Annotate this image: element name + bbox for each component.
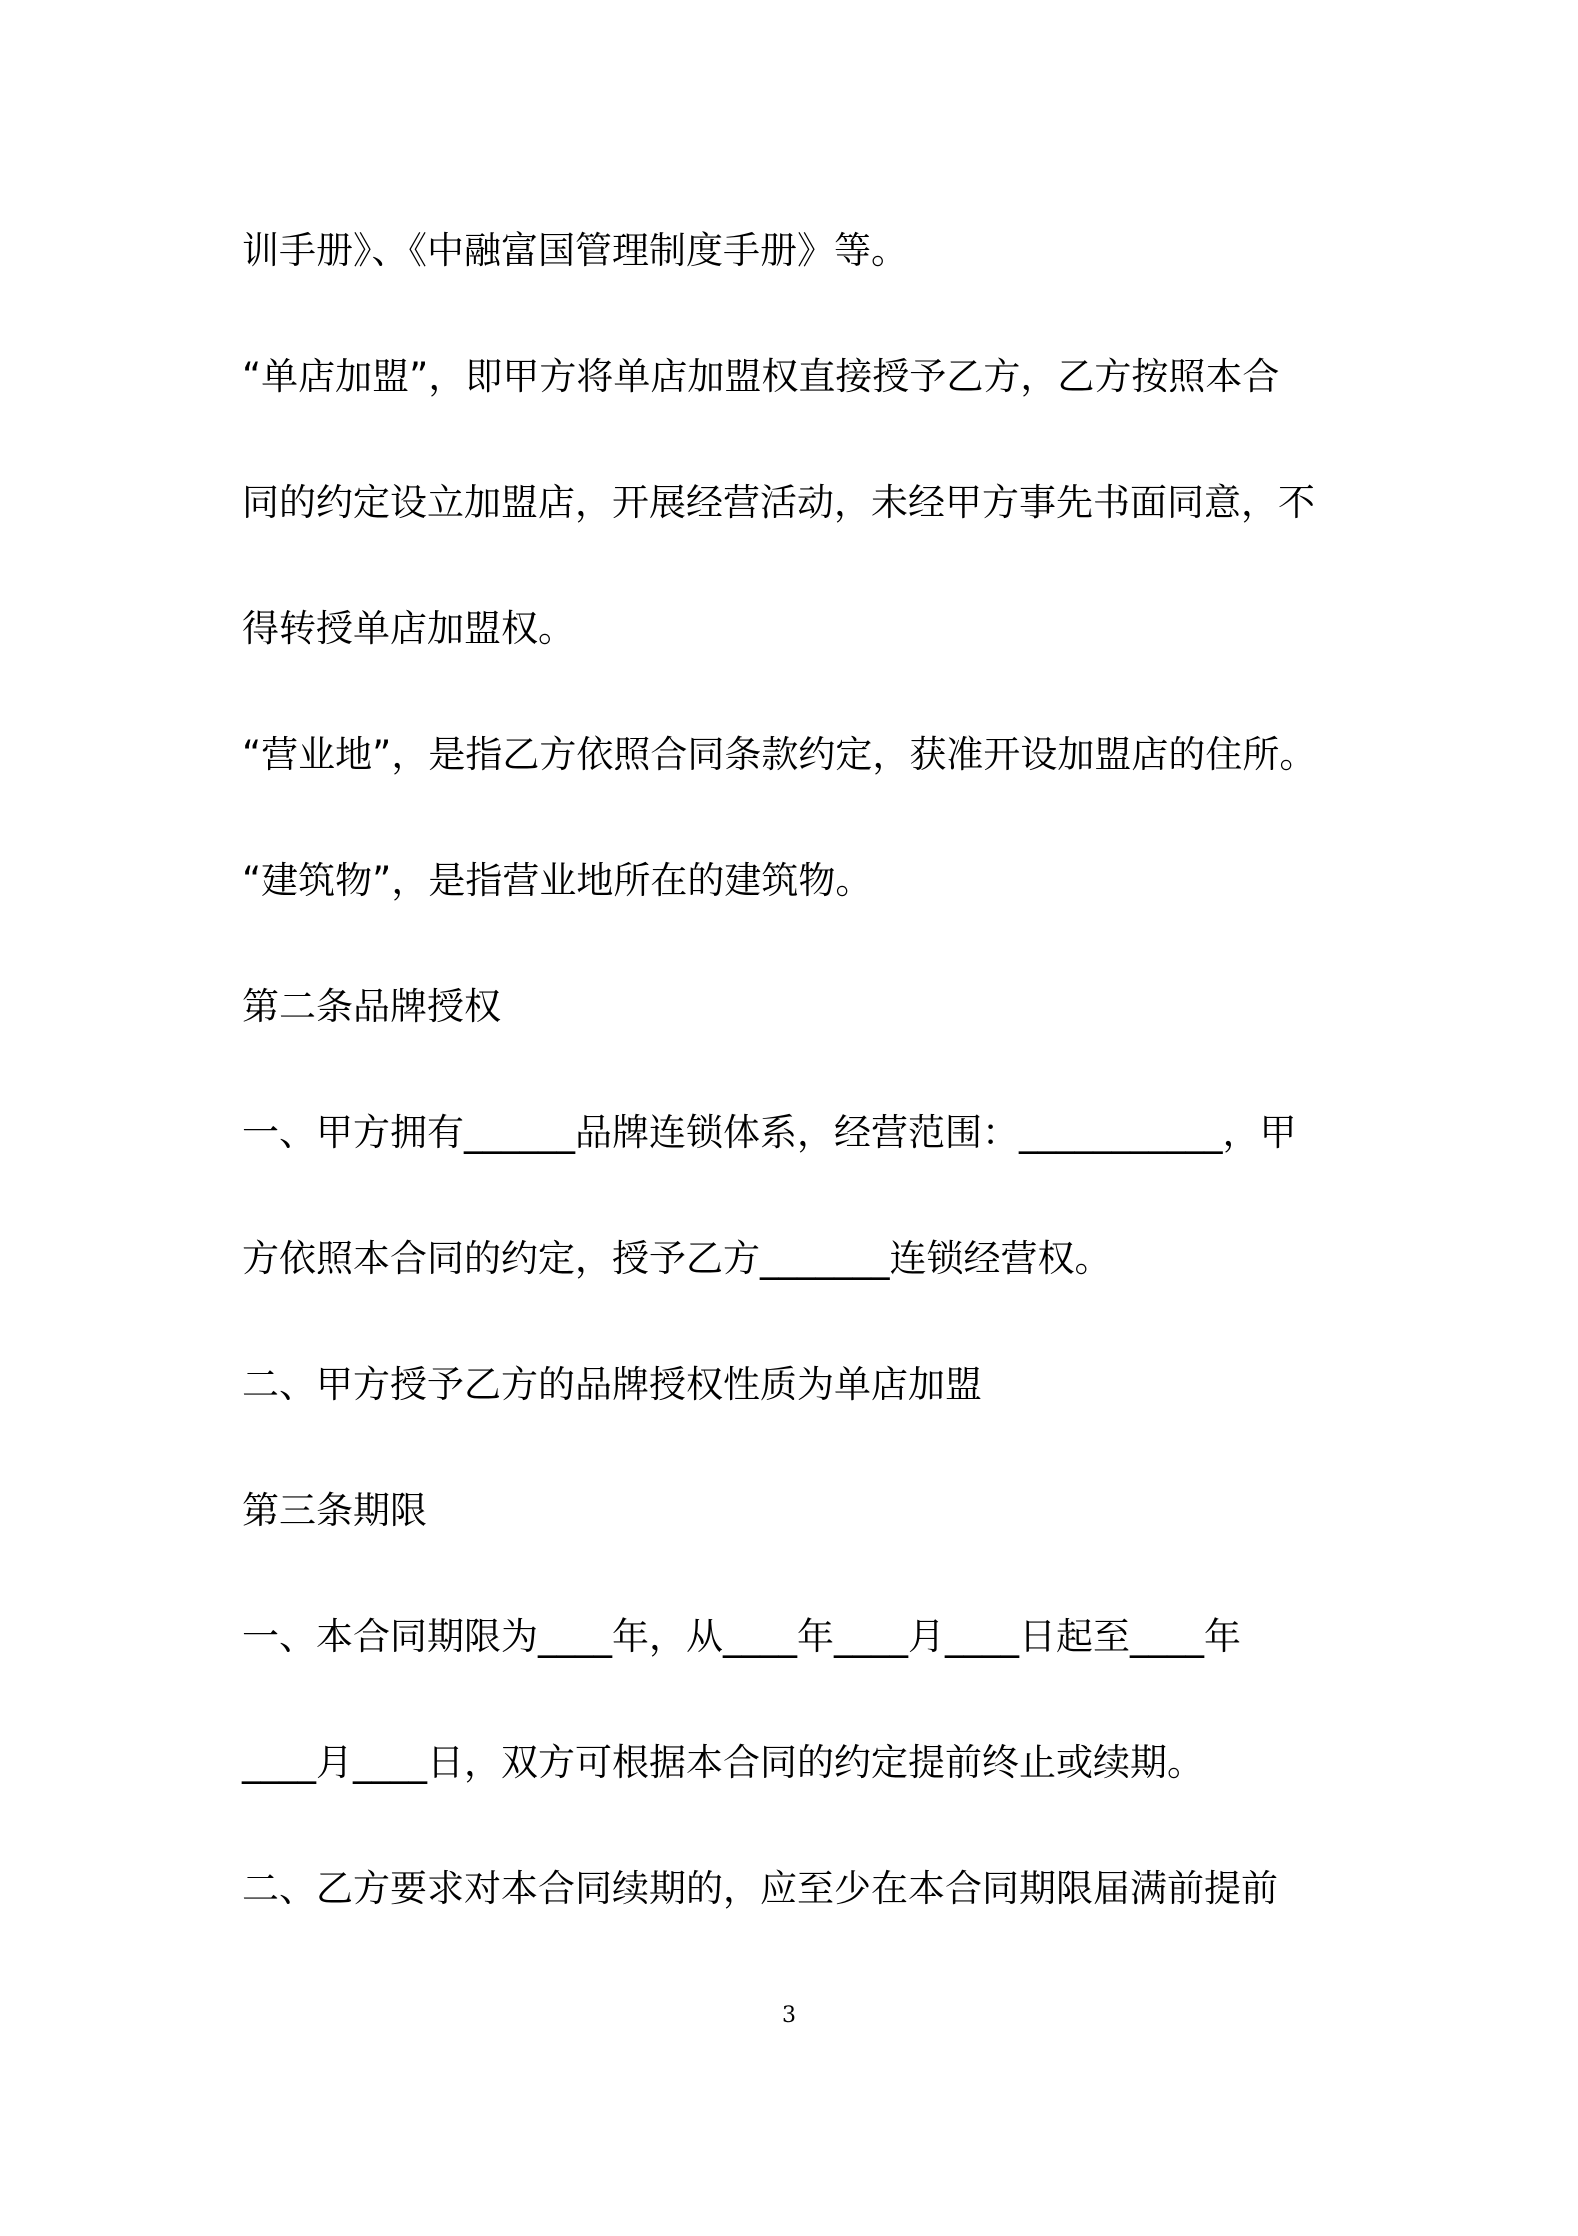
text-line-3: 同的约定设立加盟店，开展经营活动，未经甲方事先书面同意，不 bbox=[242, 481, 1315, 524]
text-line-2: “单店加盟”，即甲方将单店加盟权直接授予乙方，乙方按照本合 bbox=[242, 355, 1280, 398]
section-heading-2: 第二条品牌授权 bbox=[242, 985, 501, 1028]
text-line-5: “营业地”，是指乙方依照合同条款约定，获准开设加盟店的住所。 bbox=[242, 733, 1317, 776]
text-line-9: 方依照本合同的约定，授予乙方_______连锁经营权。 bbox=[242, 1237, 1112, 1280]
text-line-1: 训手册》、《中融富国管理制度手册》等。 bbox=[242, 229, 908, 272]
page-number: 3 bbox=[782, 2003, 796, 2028]
text-line-4: 得转授单店加盟权。 bbox=[242, 607, 575, 650]
text-line-13: ____月____日，双方可根据本合同的约定提前终止或续期。 bbox=[242, 1741, 1204, 1784]
text-line-14: 二、乙方要求对本合同续期的，应至少在本合同期限届满前提前 bbox=[242, 1867, 1278, 1910]
text-line-8: 一、甲方拥有______品牌连锁体系，经营范围：___________，甲 bbox=[242, 1111, 1297, 1154]
text-line-12: 一、本合同期限为____年，从____年____月____日起至____年 bbox=[242, 1615, 1241, 1658]
section-heading-3: 第三条期限 bbox=[242, 1489, 427, 1532]
text-line-6: “建筑物”，是指营业地所在的建筑物。 bbox=[242, 859, 873, 902]
text-line-10: 二、甲方授予乙方的品牌授权性质为单店加盟 bbox=[242, 1363, 982, 1406]
